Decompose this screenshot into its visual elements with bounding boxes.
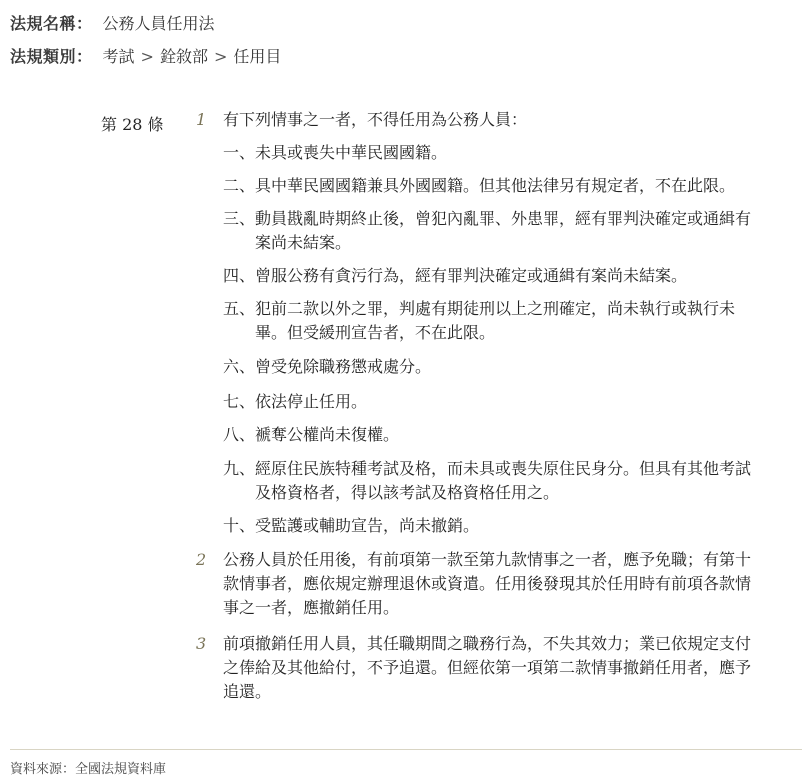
footer-divider [10, 749, 802, 750]
paragraph-2-line: 公務人員於任用後，有前項第一款至第九款情事之一者，應予免職；有第十 [223, 550, 752, 569]
list-item-mark: 五、 [223, 299, 256, 318]
list-item-5 [223, 297, 735, 321]
list-item-mark: 二、 [223, 176, 256, 195]
list-item-6 [223, 355, 431, 379]
paragraph-2-line: 事之一者，應撤銷任用。 [223, 598, 400, 617]
list-item-mark: 七、 [223, 392, 256, 411]
list-item-text: 未具或喪失中華民國國籍。 [255, 143, 448, 162]
paragraph-1-intro: 有下列情事之一者，不得任用為公務人員： [223, 110, 528, 129]
paragraph-number-3: 3 [196, 634, 207, 653]
list-item-text: 曾服公務有貪污行為，經有罪判決確定或通緝有案尚未結案。 [255, 266, 688, 285]
list-item-text: 褫奪公權尚未復權。 [255, 425, 400, 444]
list-item-mark: 六、 [223, 357, 256, 376]
law-name-label: 法規名稱： [10, 14, 93, 33]
list-item-text: 受監護或輔助宣告，尚未撤銷。 [255, 516, 480, 535]
list-item-mark: 三、 [223, 209, 256, 228]
law-name-row [10, 11, 215, 34]
list-item-text: 經原住民族特種考試及格，而未具或喪失原住民身分。但具有其他考試 [255, 459, 752, 478]
paragraph-number-2: 2 [196, 550, 207, 569]
list-item-mark: 一、 [223, 143, 256, 162]
law-name-value: 公務人員任用法 [102, 14, 215, 33]
list-item-text: 犯前二款以外之罪，判處有期徒刑以上之刑確定，尚未執行或執行未 [255, 299, 736, 318]
list-item-9 [223, 457, 751, 481]
list-item-8 [223, 423, 399, 447]
list-item-9-continued: 及格資格者，得以該考試及格資格任用之。 [255, 483, 560, 502]
breadcrumb-item-ministry[interactable]: 銓敘部 [159, 47, 208, 66]
list-item-text: 動員戡亂時期終止後，曾犯內亂罪、外患罪，經有罪判決確定或通緝有 [255, 209, 752, 228]
paragraph-2-line: 款情事者，應依規定辦理退休或資遣。任用後發現其於任用時有前項各款情 [223, 574, 752, 593]
list-item-mark: 十、 [223, 516, 256, 535]
paragraph-3-line: 之俸給及其他給付，不予追還。但經依第一項第二款情事撤銷任用者，應予 [223, 658, 752, 677]
list-item-mark: 四、 [223, 266, 256, 285]
list-item-1 [223, 141, 447, 165]
list-item-10 [223, 514, 479, 538]
list-item-3 [223, 207, 751, 231]
paragraph-3-line: 追還。 [223, 682, 272, 701]
law-category-label: 法規類別： [10, 47, 93, 66]
list-item-text: 依法停止任用。 [255, 392, 368, 411]
list-item-2 [223, 174, 735, 198]
list-item-7 [223, 390, 367, 414]
list-item-3-continued: 案尚未結案。 [255, 233, 352, 252]
list-item-mark: 九、 [223, 459, 256, 478]
breadcrumb-separator: > [140, 47, 154, 66]
breadcrumb-separator: > [213, 47, 228, 66]
paragraph-3-line: 前項撤銷任用人員，其任職期間之職務行為，不失其效力；業已依規定支付 [223, 634, 752, 653]
list-item-text: 具中華民國國籍兼具外國國籍。但其他法律另有規定者，不在此限。 [255, 176, 736, 195]
law-category-row [10, 44, 281, 67]
breadcrumb-item-section[interactable]: 任用目 [233, 47, 282, 66]
paragraph-number-1: 1 [196, 110, 207, 129]
article-number: 第 28 條 [101, 115, 164, 134]
breadcrumb-item-exam[interactable]: 考試 [102, 47, 135, 66]
list-item-4 [223, 264, 687, 288]
breadcrumb [103, 47, 282, 66]
list-item-mark: 八、 [223, 425, 256, 444]
list-item-5-continued: 畢。但受緩刑宣告者，不在此限。 [255, 323, 496, 342]
list-item-text: 曾受免除職務懲戒處分。 [255, 357, 432, 376]
source-note: 資料來源：全國法規資料庫 [10, 762, 167, 777]
